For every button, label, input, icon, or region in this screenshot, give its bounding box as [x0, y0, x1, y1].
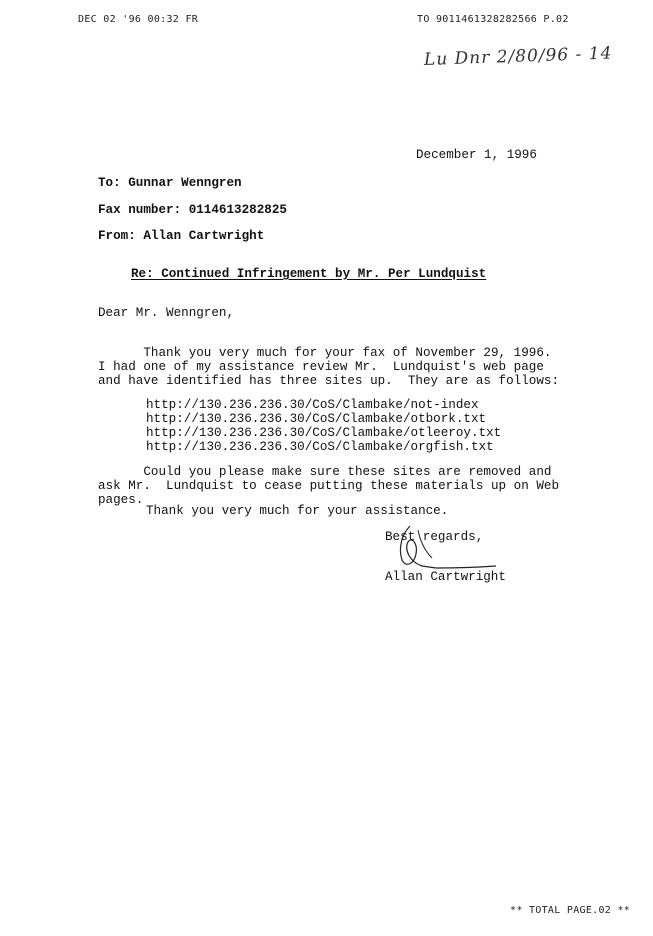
thanks-line: Thank you very much for your assistance. — [146, 504, 449, 518]
fax-header-left: DEC 02 '96 00:32 FR — [78, 14, 199, 25]
paragraph-1-line: Thank you very much for your fax of November 29, 1996. — [98, 346, 552, 360]
paragraph-2-line: Could you please make sure these sites are removed and — [98, 465, 552, 479]
url-item: http://130.236.236.30/CoS/Clambake/otbork.txt — [146, 412, 487, 426]
paragraph-1 — [98, 332, 559, 388]
closing: Best regards, — [385, 530, 484, 544]
paragraph-1-line: and have identified has three sites up. They are as follows: — [98, 374, 560, 388]
paragraph-1-line: I had one of my assistance review Mr. Lundquist's web page — [98, 360, 544, 374]
fax-number-line: Fax number: 0114613282825 — [98, 203, 287, 217]
handwritten-note: Lu Dnr 2/80/96 - 14 — [423, 43, 613, 70]
paragraph-2 — [98, 451, 559, 507]
url-item: http://130.236.236.30/CoS/Clambake/not-index — [146, 398, 479, 412]
salutation: Dear Mr. Wenngren, — [98, 306, 235, 320]
to-line: To: Gunnar Wenngren — [98, 176, 242, 190]
url-list — [146, 384, 501, 454]
total-pages-footer: ** TOTAL PAGE.02 ** — [510, 905, 631, 916]
from-line: From: Allan Cartwright — [98, 229, 265, 243]
url-item: http://130.236.236.30/CoS/Clambake/otleeroy.txt — [146, 426, 502, 440]
fax-header-right: TO 9011461328282566 P.02 — [417, 14, 569, 25]
url-item: http://130.236.236.30/CoS/Clambake/orgfish.txt — [146, 440, 494, 454]
letter-date: December 1, 1996 — [416, 148, 537, 162]
paragraph-2-line: pages. — [98, 493, 144, 507]
subject-line: Re: Continued Infringement by Mr. Per Lundquist — [131, 267, 487, 281]
paragraph-2-line: ask Mr. Lundquist to cease putting these materials up on Web — [98, 479, 560, 493]
signer-name: Allan Cartwright — [385, 570, 506, 584]
